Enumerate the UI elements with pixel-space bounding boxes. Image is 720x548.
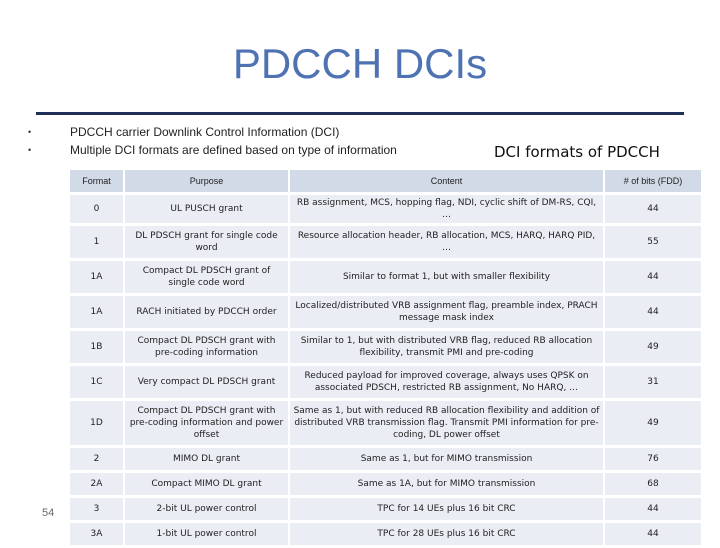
- cell-content: Localized/distributed VRB assignment flag, preamble index, PRACH message mask index: [288, 296, 603, 328]
- cell-format: 2A: [68, 473, 123, 495]
- cell-bits: 76: [603, 448, 701, 470]
- cell-purpose: Compact DL PDSCH grant with pre-coding information and power offset: [123, 401, 288, 445]
- cell-format: 3: [68, 498, 123, 520]
- header-format: Format: [68, 170, 123, 192]
- table-row: [68, 366, 701, 398]
- bullet-item: [28, 123, 448, 141]
- cell-content: Similar to 1, but with distributed VRB flag, reduced RB allocation flexibility, transmit PMI and pre-coding: [288, 331, 603, 363]
- cell-format: 1D: [68, 401, 123, 445]
- cell-bits: 44: [603, 261, 701, 293]
- bullet-dot-icon: •: [28, 127, 32, 137]
- table-row: [68, 473, 701, 495]
- cell-bits: 44: [603, 523, 701, 545]
- cell-format: 2: [68, 448, 123, 470]
- cell-content: Same as 1, but for MIMO transmission: [288, 448, 603, 470]
- table-row: [68, 226, 701, 258]
- cell-bits: 68: [603, 473, 701, 495]
- cell-format: 1B: [68, 331, 123, 363]
- cell-purpose: 2-bit UL power control: [123, 498, 288, 520]
- cell-format: 1C: [68, 366, 123, 398]
- cell-format: 0: [68, 195, 123, 223]
- cell-bits: 31: [603, 366, 701, 398]
- table-row: [68, 331, 701, 363]
- cell-content: Similar to format 1, but with smaller flexibility: [288, 261, 603, 293]
- table-row: [68, 498, 701, 520]
- cell-content: TPC for 28 UEs plus 16 bit CRC: [288, 523, 603, 545]
- cell-bits: 49: [603, 331, 701, 363]
- cell-purpose: UL PUSCH grant: [123, 195, 288, 223]
- cell-bits: 44: [603, 498, 701, 520]
- header-bits: # of bits (FDD): [603, 170, 701, 192]
- bullet-dot-icon: •: [28, 145, 32, 155]
- table-caption: DCI formats of PDCCH: [494, 143, 660, 161]
- cell-format: 3A: [68, 523, 123, 545]
- table-row: [68, 401, 701, 445]
- cell-format: 1A: [68, 261, 123, 293]
- cell-bits: 49: [603, 401, 701, 445]
- cell-purpose: Compact MIMO DL grant: [123, 473, 288, 495]
- cell-content: Resource allocation header, RB allocation, MCS, HARQ, HARQ PID, …: [288, 226, 603, 258]
- cell-content: Same as 1, but with reduced RB allocation flexibility and addition of distributed VRB transmission flag. Transmit PMI information for pre-coding, DL power offset: [288, 401, 603, 445]
- cell-content: TPC for 14 UEs plus 16 bit CRC: [288, 498, 603, 520]
- table-header-row: [68, 170, 701, 192]
- table-row: [68, 523, 701, 545]
- bullet-list: [28, 123, 448, 159]
- cell-content: RB assignment, MCS, hopping flag, NDI, cyclic shift of DM-RS, CQI, …: [288, 195, 603, 223]
- cell-purpose: Compact DL PDSCH grant of single code word: [123, 261, 288, 293]
- bullet-text: Multiple DCI formats are defined based on type of information: [70, 143, 397, 157]
- header-purpose: Purpose: [123, 170, 288, 192]
- table-row: [68, 296, 701, 328]
- cell-content: Reduced payload for improved coverage, always uses QPSK on associated PDSCH, restricted RB assignment, No HARQ, …: [288, 366, 603, 398]
- table-row: [68, 261, 701, 293]
- cell-format: 1A: [68, 296, 123, 328]
- header-content: Content: [288, 170, 603, 192]
- cell-purpose: DL PDSCH grant for single code word: [123, 226, 288, 258]
- table-row: [68, 195, 701, 223]
- dci-formats-table: [68, 167, 701, 548]
- bullet-text: PDCCH carrier Downlink Control Information (DCI): [70, 125, 340, 139]
- page-number: 54: [42, 507, 55, 519]
- title-divider: [36, 112, 684, 115]
- cell-format: 1: [68, 226, 123, 258]
- slide-title: PDCCH DCIs: [232, 40, 488, 87]
- cell-purpose: MIMO DL grant: [123, 448, 288, 470]
- cell-purpose: RACH initiated by PDCCH order: [123, 296, 288, 328]
- bullet-item: [28, 141, 448, 159]
- cell-bits: 55: [603, 226, 701, 258]
- cell-purpose: 1-bit UL power control: [123, 523, 288, 545]
- cell-content: Same as 1A, but for MIMO transmission: [288, 473, 603, 495]
- cell-purpose: Compact DL PDSCH grant with pre-coding information: [123, 331, 288, 363]
- cell-purpose: Very compact DL PDSCH grant: [123, 366, 288, 398]
- cell-bits: 44: [603, 195, 701, 223]
- cell-bits: 44: [603, 296, 701, 328]
- table-row: [68, 448, 701, 470]
